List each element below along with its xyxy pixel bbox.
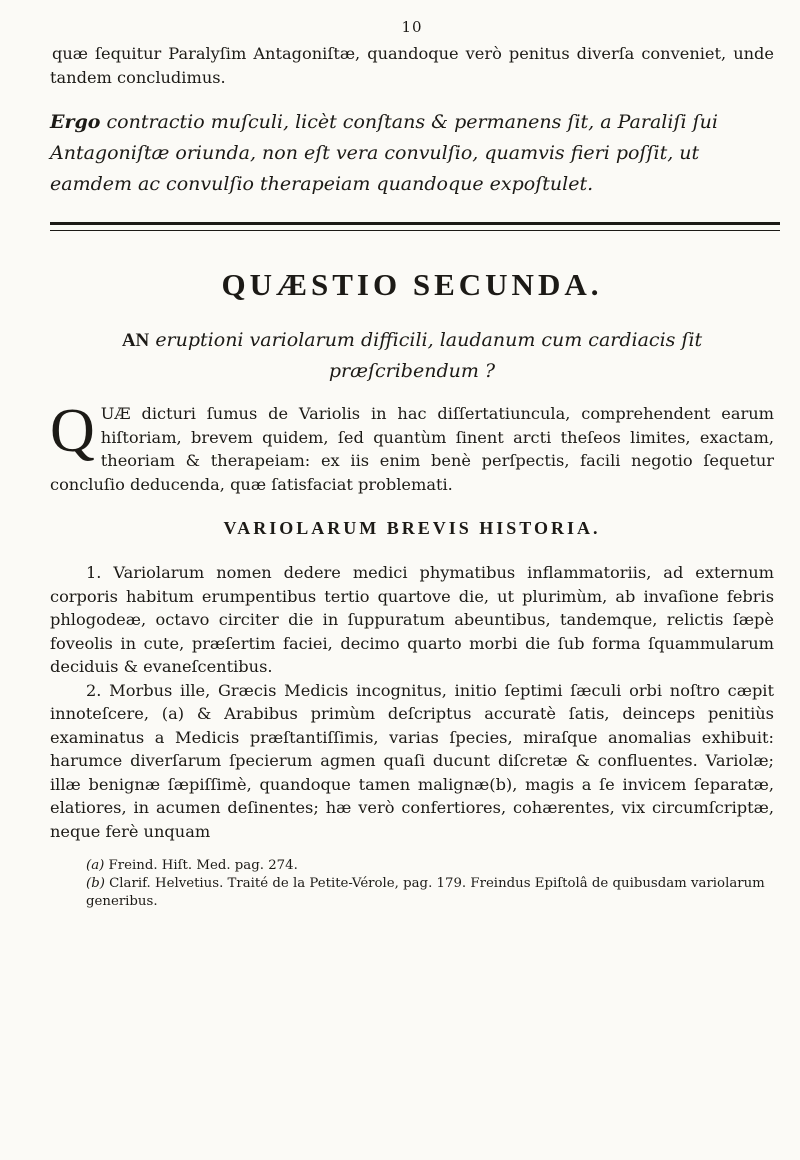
numbered-paragraph-1: 1. Variolarum nomen dedere medici phymatibus inflammatoriis, ad externum corporis habitum erumpentibus tertio quartove die, ut plurimùm, ab invaſione febris phlogodeæ, octavo circiter die in ſuppuratum abeuntibus, tandemque, relictis ſæpè foveolis in cute, præſertim faciei, decimo quarto morbi die ſub forma ſquammularum deciduis & evaneſcentibus. xyxy=(50,563,774,676)
footnote-b-text: Clarif. Helvetius. Traité de la Petite-Vérole, pag. 179. Freindus Epiſtolâ de quibusdam variolarum generibus. xyxy=(86,876,765,909)
conclusion-text: contractio muſculi, licèt conſtans & permanens ſit, a Paraliſi ſui Antagoniſtæ oriunda, non eſt vera convulſio, quamvis fieri poſſit, ut eamdem ac convulſio therapeiam quandoque expoſtulet. xyxy=(50,111,718,195)
conclusion-lead: Ergo xyxy=(50,111,101,133)
footnote-a-mark: (a) xyxy=(86,858,105,873)
question-body: eruptioni variolarum difficili, laudanum cum cardiacis ſit præſcribendum ? xyxy=(155,329,703,382)
question-an: AN xyxy=(121,330,150,351)
numbered-paragraph-2: 2. Morbus ille, Græcis Medicis incognitus, initio ſeptimi ſæculi orbi noſtro cæpit innoteſcere, (a) & Arabibus primùm deſcriptus accuratè ſatis, deinceps penitiùs examinatus a Medicis præſtantiſſimis, varias ſpecies, miraſque anomalias exhibuit: harumce diverſarum ſpecierum agmen quaſi ducunt diſcretæ & confluentes. Variolæ; illæ benignæ ſæpiſſimè, quandoque tamen malignæ(b), magis a ſe invicem ſeparatæ, elatiores, in acumen deſinentes; hæ verò confertiores, cohærentes, vix circumſcriptæ, neque ferè unquam xyxy=(50,680,774,841)
drop-cap: Q xyxy=(50,397,95,465)
intro-paragraph xyxy=(50,397,774,496)
footnote-a-text: Freind. Hiſt. Med. pag. 274. xyxy=(108,858,298,873)
question-text xyxy=(50,325,774,386)
continuation-paragraph: quæ ſequitur Paralyſim Antagoniſtæ, quandoque verò penitus diverſa conveniet, unde tandem concludimus. xyxy=(50,44,774,87)
questio-heading: QUÆSTIO SECUNDA. xyxy=(221,267,603,302)
conclusion-paragraph xyxy=(50,107,774,200)
page-number: 10 xyxy=(401,18,423,36)
footnote-b-mark: (b) xyxy=(86,876,105,891)
footnote-b xyxy=(86,875,774,911)
footnote-a xyxy=(86,857,774,875)
history-heading: VARIOLARUM BREVIS HISTORIA. xyxy=(223,518,601,538)
intro-text: UÆ dicturi ſumus de Variolis in hac diſſertatiuncula, comprehendent earum hiſtoriam, brevem quidem, ſed quantùm ſinent arcti theſeos limites, exactam, theoriam & therapeiam: ex iis enim benè perſpectis, facili negotio ſequetur concluſio deducenda, quæ ſatisfaciat problemati. xyxy=(50,404,774,494)
footnotes xyxy=(50,857,774,911)
section-divider xyxy=(50,222,780,231)
